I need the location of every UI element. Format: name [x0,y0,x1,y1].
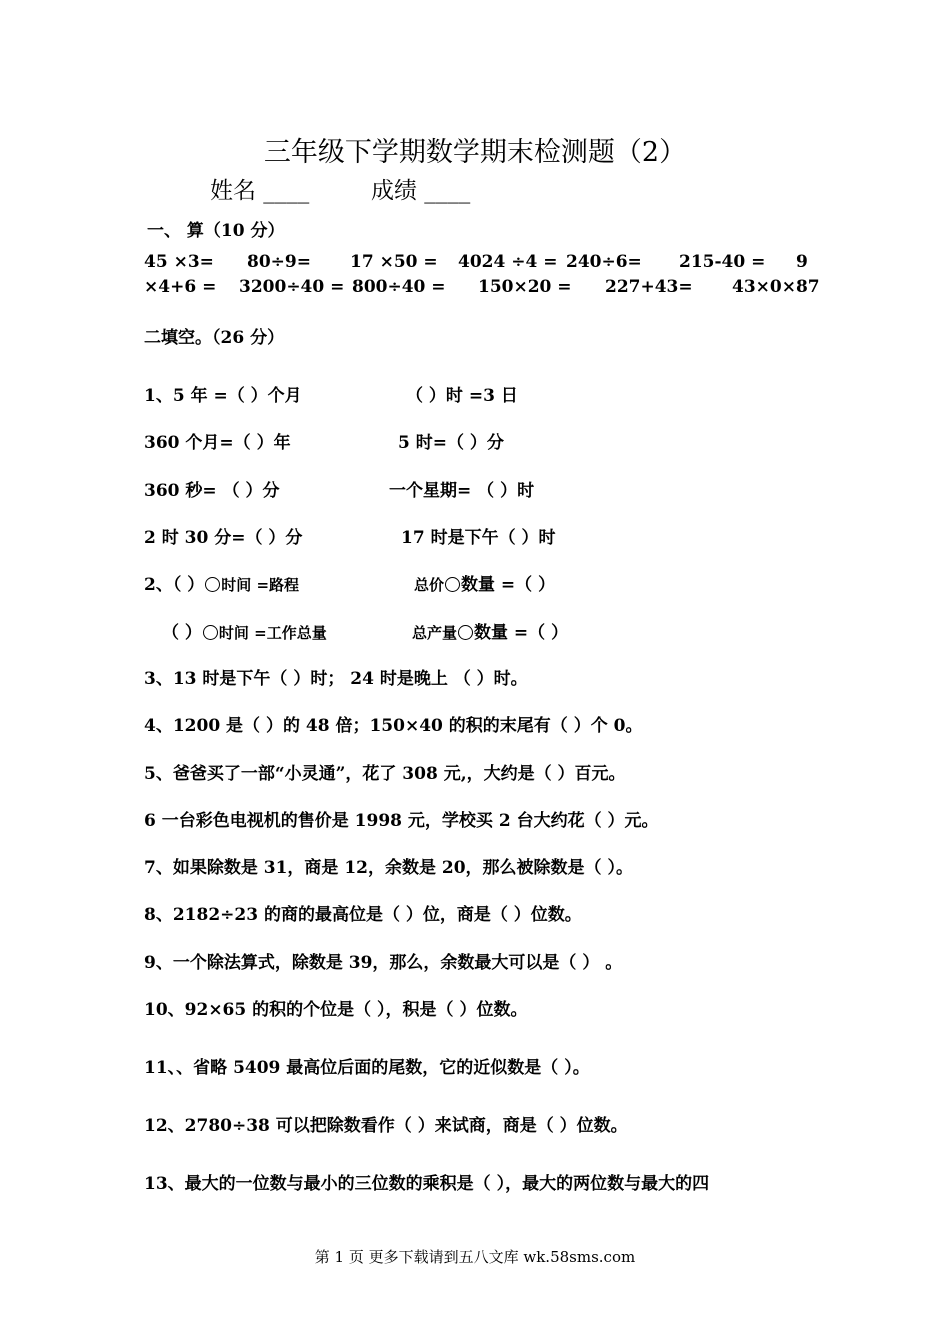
question-12: 12、2780÷38 可以把除数看作（ ）来试商，商是（ ）位数。 [144,1116,628,1136]
question-1-item: 5 时=（ ）分 [398,433,504,453]
question-1-item: （ ）时 =3 日 [406,386,518,406]
calc-item: 9 [796,252,808,272]
question-11: 11、、省略 5409 最高位后面的尾数，它的近似数是（ ）。 [144,1058,590,1078]
page-footer: 第 1 页 更多下载请到五八文库 wk.58sms.com [314,1248,636,1266]
calc-item: 3200÷40 = [239,277,345,297]
calc-item: 215-40 = [679,252,766,272]
calc-item: 227+43= [605,277,693,297]
calc-item: 45 ×3= [144,252,214,272]
question-2-item-b: 总价 数量 =（ ） [414,575,556,595]
question-1-item: 360 秒= （ ）分 [144,481,280,501]
operator-blank-icon [445,577,460,592]
section-2-heading: 二填空。（26 分） [144,328,285,348]
name-field-label: 姓名 ____ [210,178,310,204]
calc-item: ×4+6 = [144,277,217,297]
question-1-item: 一个星期= （ ）时 [389,481,535,501]
question-1-item: 1、5 年 =（ ）个月 [144,386,302,406]
question-3: 3、13 时是下午（ ）时； 24 时是晚上 （ ）时。 [144,669,528,689]
question-1-item: 360 个月=（ ）年 [144,433,291,453]
question-7: 7、如果除数是 31，商是 12，余数是 20，那么被除数是（ ）。 [144,858,633,878]
calc-item: 800÷40 = [352,277,446,297]
calc-item: 43×0×87 [732,277,820,297]
calc-item: 4024 ÷4 = [458,252,558,272]
question-8: 8、2182÷23 的商的最高位是（ ）位，商是（ ）位数。 [144,905,582,925]
question-5: 5、爸爸买了一部“小灵通”，花了 308 元,，大约是（ ）百元。 [144,764,626,784]
page-title: 三年级下学期数学期末检测题（2） [263,137,687,168]
question-2-item-a: 2、（ ） 时间 =路程 [144,575,300,595]
question-1-item: 17 时是下午（ ）时 [401,528,556,548]
question-13: 13、最大的一位数与最小的三位数的乘积是（ ），最大的两位数与最大的四 [144,1174,710,1194]
question-10: 10、92×65 的积的个位是（ ），积是（ ）位数。 [144,1000,528,1020]
operator-blank-icon [203,625,218,640]
question-2-item-c: （ ） 时间 =工作总量 [162,623,327,643]
calc-item: 150×20 = [478,277,572,297]
question-9: 9、一个除法算式，除数是 39，那么，余数最大可以是（ ） 。 [144,953,623,973]
calc-item: 17 ×50 = [350,252,438,272]
operator-blank-icon [205,577,220,592]
calc-item: 240÷6= [566,252,642,272]
section-1-heading: 一、 算（10 分） [147,221,285,241]
question-1-item: 2 时 30 分=（ ）分 [144,528,303,548]
score-field-label: 成绩 ____ [371,178,471,204]
question-2-item-d: 总产量 数量 =（ ） [412,623,569,643]
question-6: 6 一台彩色电视机的售价是 1998 元，学校买 2 台大约花（ ）元。 [144,811,659,831]
calc-item: 80÷9= [247,252,311,272]
operator-blank-icon [458,625,473,640]
question-4: 4、1200 是（ ）的 48 倍；150×40 的积的末尾有（ ）个 0。 [144,716,643,736]
